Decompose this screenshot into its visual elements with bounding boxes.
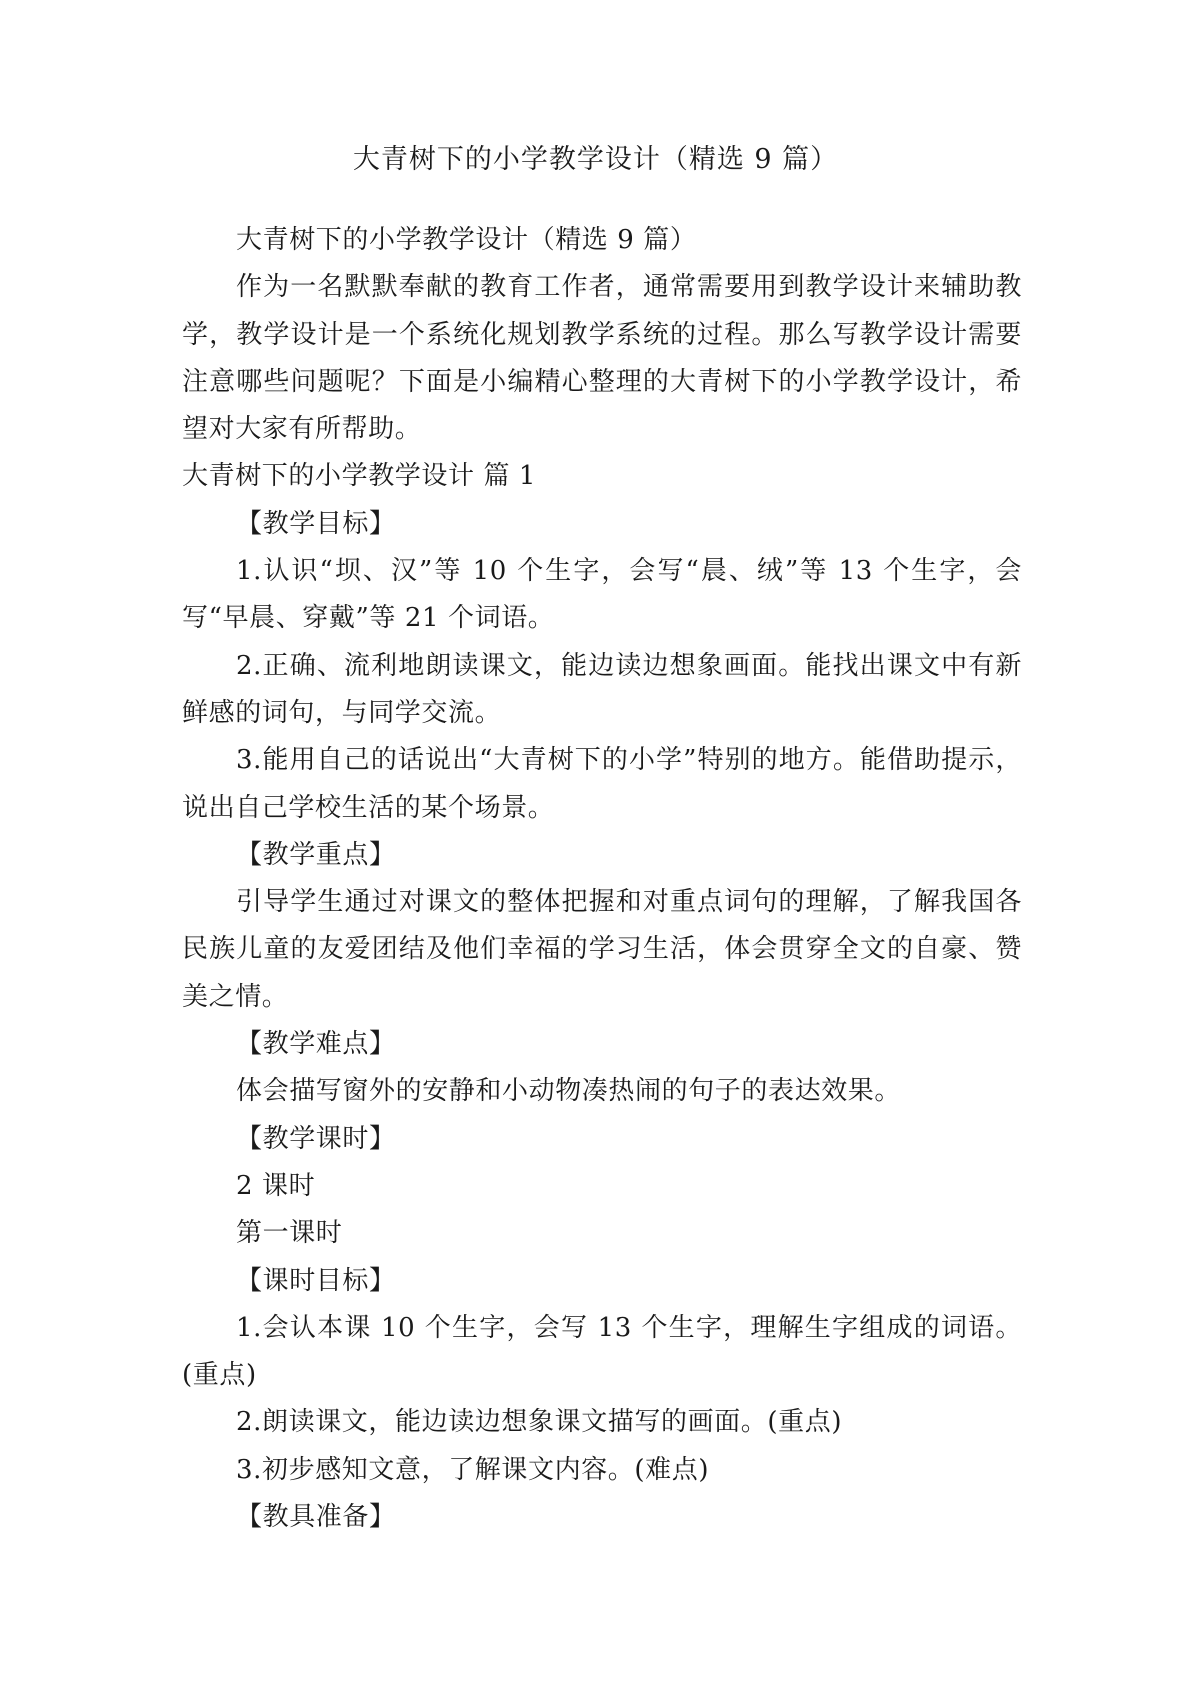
subtitle-paragraph: 大青树下的小学教学设计（精选 9 篇）	[236, 225, 697, 255]
goal-item-1: 1.认识“坝、汉”等 10 个生字，会写“晨、绒”等 13 个生字，会写“早晨、穿戴”等 21 个词语。	[182, 556, 1022, 634]
difficulties-paragraph: 体会描写窗外的安静和小动物凑热闹的句子的表达效果。	[236, 1076, 902, 1107]
heading-teaching-goals: 【教学目标】	[236, 508, 396, 539]
heading-lesson-goals: 【课时目标】	[236, 1265, 396, 1296]
heading-teaching-aids: 【教具准备】	[236, 1502, 396, 1533]
goal-item-3: 3.能用自己的话说出“大青树下的小学”特别的地方。能借助提示，说出自己学校生活的某个场景。	[182, 745, 1022, 823]
intro-paragraph: 作为一名默默奉献的教育工作者，通常需要用到教学设计来辅助教学，教学设计是一个系统化规划教学系统的过程。那么写教学设计需要注意哪些问题呢？下面是小编精心整理的大青树下的小学教学设计，希望对大家有所帮助。	[182, 272, 1022, 445]
first-lesson-heading: 第一课时	[236, 1218, 343, 1249]
heading-difficulties: 【教学难点】	[236, 1029, 396, 1060]
lesson-goal-item-3: 3.初步感知文意，了解课文内容。(难点)	[236, 1454, 710, 1485]
heading-key-points: 【教学重点】	[236, 839, 396, 870]
goal-item-2: 2.正确、流利地朗读课文，能边读边想象画面。能找出课文中有新鲜感的词句，与同学交流。	[182, 650, 1022, 728]
document-title: 大青树下的小学教学设计（精选 9 篇）	[352, 144, 839, 175]
class-hours-value: 2 课时	[236, 1170, 316, 1201]
lesson-goal-item-2: 2.朗读课文，能边读边想象课文描写的画面。(重点)	[236, 1407, 843, 1438]
key-points-paragraph: 引导学生通过对课文的整体把握和对重点词句的理解，了解我国各民族儿童的友爱团结及他们幸福的学习生活，体会贯穿全文的自豪、赞美之情。	[182, 887, 1022, 1012]
document-body	[182, 217, 1022, 1541]
section-heading: 大青树下的小学教学设计 篇 1	[182, 461, 537, 492]
heading-class-hours: 【教学课时】	[236, 1123, 396, 1154]
lesson-goal-item-1: 1.会认本课 10 个生字，会写 13 个生字，理解生字组成的词语。(重点)	[182, 1312, 1022, 1391]
